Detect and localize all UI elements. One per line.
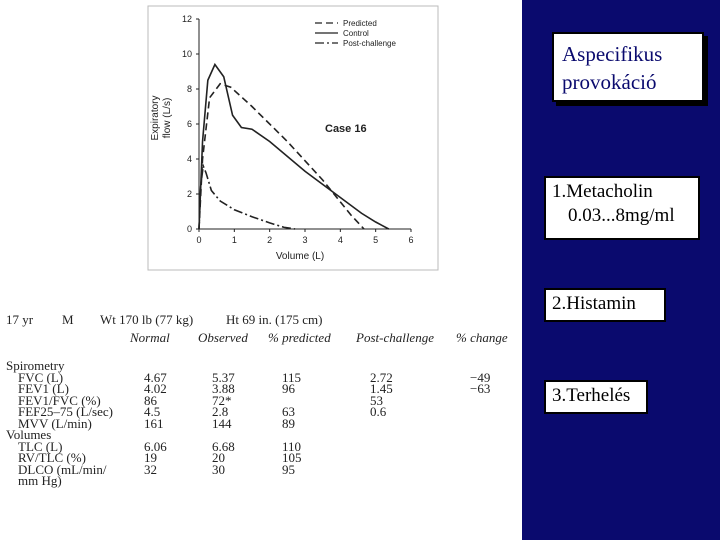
y-tick-label: 2 — [186, 189, 192, 199]
x-tick-label: 4 — [337, 235, 343, 245]
y-tick-label: 0 — [186, 224, 192, 234]
row-label: RV/TLC (%) — [18, 450, 86, 465]
section-label: Volumes — [6, 427, 52, 442]
option-metacholin — [544, 176, 700, 240]
row-label: mm Hg) — [18, 473, 62, 488]
option-histamin — [544, 288, 666, 322]
row-label: FEV1 (L) — [18, 381, 69, 396]
table-cell: 89 — [282, 415, 295, 431]
y-tick-label: 10 — [181, 49, 192, 59]
table-cell: 4.02 — [144, 381, 167, 396]
table-cell: 32 — [144, 461, 157, 477]
x-tick-label: 3 — [302, 235, 308, 245]
spirometry-table — [0, 298, 522, 540]
table-cell: 5.37 — [212, 369, 235, 385]
patient-weight: Wt 170 lb (77 kg) — [100, 312, 194, 327]
option-1-detail: 0.03...8mg/ml — [568, 205, 675, 226]
x-tick-label: 0 — [196, 235, 202, 245]
table-cell: 110 — [282, 438, 302, 454]
x-tick-label: 6 — [408, 235, 414, 245]
table-cell: 30 — [212, 461, 225, 477]
flow-volume-chart — [0, 0, 522, 298]
table-cell: 144 — [212, 415, 232, 431]
table-cell: 161 — [144, 415, 164, 431]
legend-label: Predicted — [343, 19, 377, 28]
table-cell: −49 — [470, 369, 491, 385]
row-label: FVC (L) — [18, 369, 64, 385]
y-tick-label: 6 — [186, 119, 192, 129]
y-tick-label: 8 — [186, 84, 192, 94]
legend-label: Post-challenge — [343, 39, 396, 48]
table-cell: −63 — [470, 381, 491, 396]
patient-height: Ht 69 in. (175 cm) — [226, 312, 323, 327]
option-1-label: 1.Metacholin — [552, 181, 653, 202]
column-header: % change — [456, 330, 508, 345]
row-label: MVV (L/min) — [18, 415, 92, 431]
slide-title-line1: Aspecifikus — [562, 42, 663, 66]
table-cell: 115 — [282, 369, 302, 385]
slide-title-line2: provokáció — [562, 70, 657, 94]
option-2-label: 2.Histamin — [552, 293, 636, 314]
table-cell: 6.06 — [144, 438, 167, 454]
table-cell: 63 — [282, 404, 295, 419]
y-tick-label: 12 — [181, 14, 192, 24]
slide-title-box — [552, 32, 704, 102]
legend-label: Control — [343, 29, 369, 38]
x-tick-label: 1 — [231, 235, 237, 245]
y-axis-label-line1: Expiratory — [150, 95, 161, 141]
table-cell: 6.68 — [212, 438, 235, 454]
patient-sex: M — [62, 312, 74, 327]
table-cell: 19 — [144, 450, 157, 465]
option-terheles — [544, 380, 648, 414]
table-cell: 4.67 — [144, 369, 167, 385]
table-cell: 2.8 — [212, 404, 229, 419]
slide-panel — [522, 0, 720, 540]
case-annotation: Case 16 — [325, 123, 367, 135]
table-cell: 105 — [282, 450, 302, 465]
column-header: Observed — [198, 330, 248, 345]
table-cell: 3.88 — [212, 381, 235, 396]
table-cell: 0.6 — [370, 404, 387, 419]
y-tick-label: 4 — [186, 154, 192, 164]
x-axis-label: Volume (L) — [275, 251, 325, 262]
table-cell: 20 — [212, 450, 225, 465]
x-tick-label: 2 — [267, 235, 273, 245]
option-3-label: 3.Terhelés — [552, 385, 631, 406]
table-cell: 53 — [370, 392, 383, 408]
table-cell: 1.45 — [370, 381, 393, 396]
x-tick-label: 5 — [373, 235, 379, 245]
row-label: TLC (L) — [18, 438, 63, 454]
column-header: Post-challenge — [356, 330, 434, 345]
row-label: DLCO (mL/min/ — [18, 461, 107, 477]
table-cell: 4.5 — [144, 404, 161, 419]
y-axis-label-line2: flow (L/s) — [162, 97, 173, 139]
table-cell: 95 — [282, 461, 295, 477]
column-header: Normal — [130, 330, 170, 345]
row-label: FEV1/FVC (%) — [18, 392, 101, 408]
table-cell: 2.72 — [370, 369, 393, 385]
table-cell: 86 — [144, 392, 157, 408]
table-cell: 72* — [212, 392, 232, 408]
row-label: FEF25–75 (L/sec) — [18, 404, 113, 419]
patient-age: 17 yr — [6, 312, 34, 327]
table-cell: 96 — [282, 381, 295, 396]
column-header: % predicted — [268, 330, 331, 345]
section-label: Spirometry — [6, 358, 65, 373]
